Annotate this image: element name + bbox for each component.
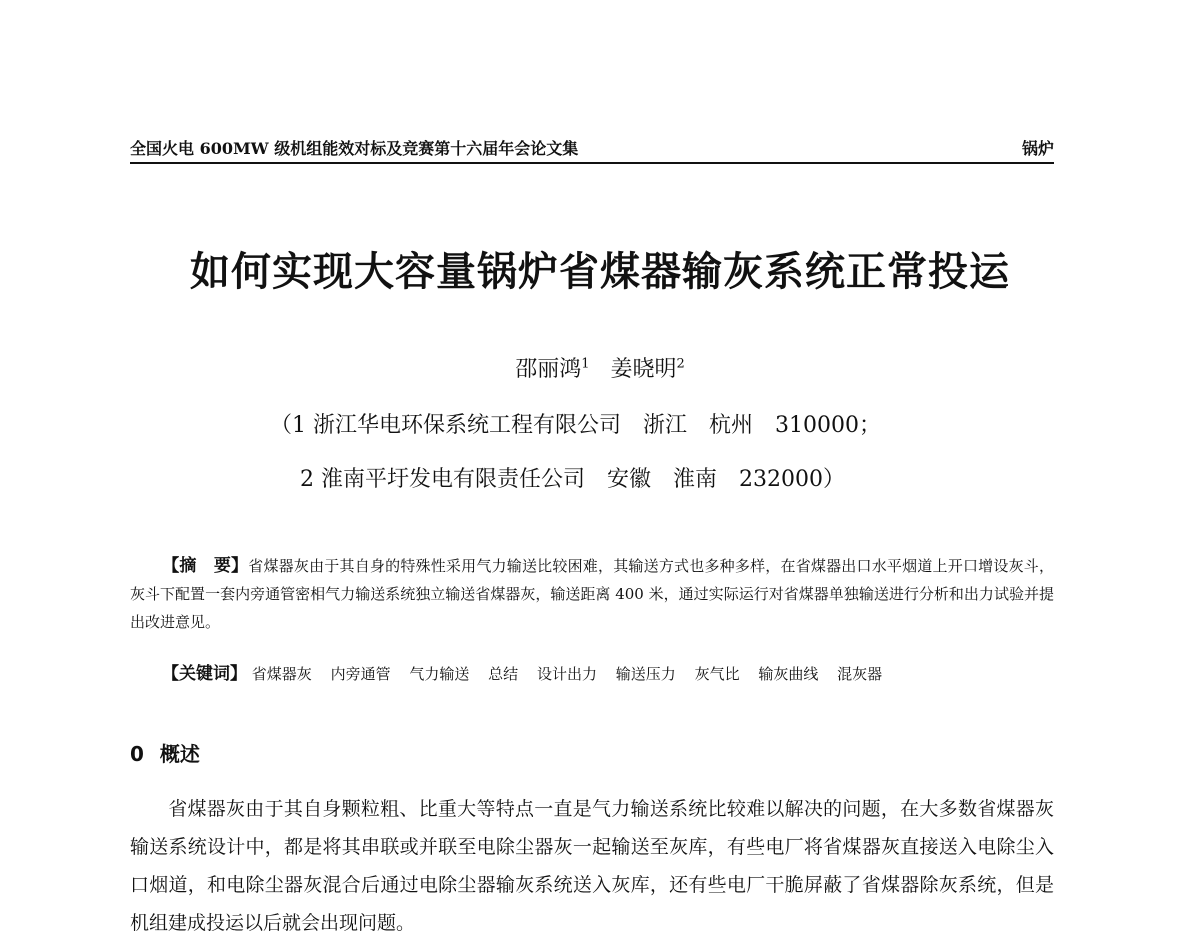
keyword: 灰气比 — [694, 665, 740, 683]
author-affiliation-mark: 2 — [676, 356, 685, 372]
section-label: 锅炉 — [1021, 139, 1054, 158]
author-name: 姜晓明 — [610, 357, 677, 382]
keyword: 设计出力 — [536, 665, 597, 683]
keyword: 气力输送 — [409, 665, 470, 683]
section-number: 0 — [130, 742, 144, 766]
affiliation-line-2: 2 淮南平圩发电有限责任公司 安徽 淮南 232000） — [300, 467, 845, 492]
body-paragraph — [130, 790, 1054, 942]
keyword: 总结 — [488, 665, 519, 683]
keywords — [130, 660, 1054, 688]
running-title: 全国火电 600MW 级机组能效对标及竞赛第十六届年会论文集 — [130, 139, 579, 158]
paragraph-text: 省煤器灰由于其自身颗粒粗、比重大等特点一直是气力输送系统比较难以解决的问题，在大多数省煤器灰输送系统设计中，都是将其串联或并联至电除尘器灰一起输送至灰库，有些电厂将省煤器灰直接送入电除尘入口烟道，和电除尘器灰混合后通过电除尘器输灰系统送入灰库，还有些电厂干脆屏蔽了省煤器除灰系统，但是机组建成投运以后就会出现问题。 — [130, 798, 1054, 934]
section-heading — [130, 738, 200, 767]
abstract-text: 省煤器灰由于其自身的特殊性采用气力输送比较困难，其输送方式也多种多样，在省煤器出口水平烟道上开口增设灰斗，灰斗下配置一套内旁通管密相气力输送系统独立输送省煤器灰，输送距离 400 米，通过实际运行对省煤器单独输送进行分析和出力试验并提出改进意见。 — [130, 557, 1055, 631]
running-header — [130, 136, 1054, 164]
keywords-label: 【关键词】 — [162, 664, 247, 684]
author-affiliation-mark: 1 — [581, 356, 590, 372]
keyword: 内旁通管 — [330, 665, 391, 683]
author-list — [0, 352, 1200, 383]
keyword: 输灰曲线 — [758, 665, 819, 683]
section-title: 概述 — [159, 742, 200, 766]
affiliation-line-1: （1 浙江华电环保系统工程有限公司 浙江 杭州 310000； — [270, 413, 881, 438]
paper-title: 如何实现大容量锅炉省煤器输灰系统正常投运 — [190, 249, 1010, 295]
author-name: 邵丽鸿 — [515, 357, 582, 382]
keyword: 混灰器 — [837, 665, 883, 683]
keyword: 输送压力 — [615, 665, 676, 683]
abstract-label: 【摘 要】 — [162, 556, 249, 576]
abstract — [130, 552, 1054, 636]
keyword: 省煤器灰 — [251, 665, 312, 683]
